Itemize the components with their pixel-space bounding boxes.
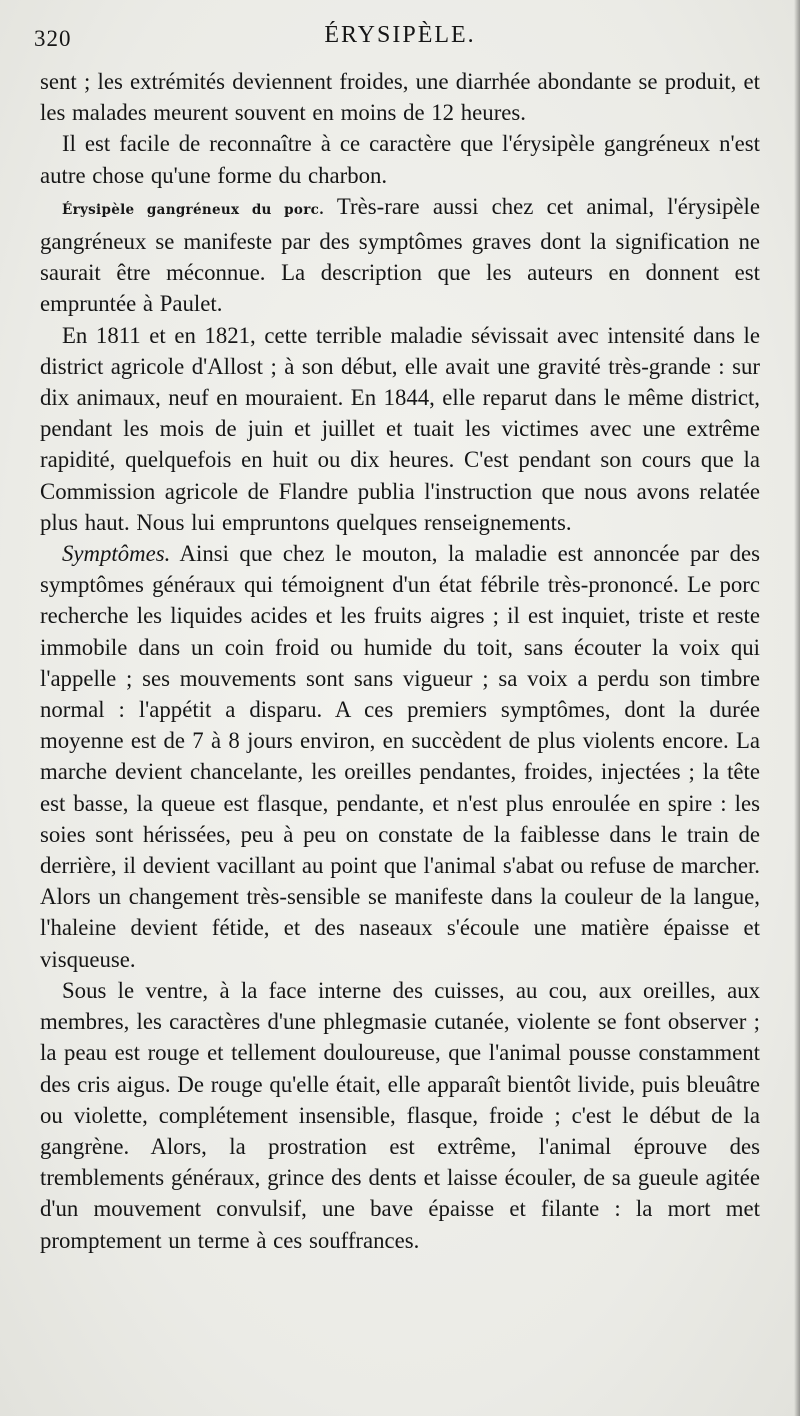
paragraph-continuation bbox=[40, 66, 760, 128]
running-head bbox=[34, 22, 760, 66]
paragraph-text: Il est facile de reconnaître à ce caractère que l'érysipèle gangréneux n'est autre chose qu'une forme du charbon. bbox=[40, 131, 760, 188]
paragraph bbox=[40, 320, 760, 538]
body-text bbox=[40, 66, 760, 1256]
page-edge-shadow bbox=[794, 0, 800, 1416]
paragraph-text: En 1811 et en 1821, cette terrible maladie sévissait avec intensité dans le district agricole d'Allost ; à son début, elle avait une gravité très-grande : sur dix animaux, neuf en mouraient. En 1844, elle reparut dans le même district, pendant les mois de juin et juillet et tuait les victimes avec une extrême rapidité, quelquefois en huit ou dix heures. C'est pendant son cours que la Commission agricole de Flandre publia l'instruction que nous avons relatée plus haut. Nous lui empruntons quelques renseignements. bbox=[40, 322, 760, 535]
paragraph bbox=[40, 128, 760, 190]
running-title: ÉRYSIPÈLE. bbox=[324, 22, 476, 48]
paragraph-text: Sous le ventre, à la face interne des cuisses, au cou, aux oreilles, aux membres, les caractères d'une phlegmasie cutanée, violente se font observer ; la peau est rouge et tellement douloureuse, que l'animal pousse constamment des cris aigus. De rouge qu'elle était, elle apparaît bientôt livide, puis bleuâtre ou violette, complétement insensible, flasque, froide ; c'est le début de la gangrène. Alors, la prostration est extrême, l'animal éprouve des tremblements généraux, grince des dents et laisse écouler, de sa gueule agitée d'un mouvement convulsif, une bave épaisse et filante : la mort met promptement un terme à ces souffrances. bbox=[40, 977, 760, 1253]
paragraph-porc bbox=[40, 191, 760, 320]
paragraph-text: Très-rare aussi chez cet animal, l'érysipèle gangréneux se manifeste par des symptômes graves dont la signification ne saurait être méconnue. La description que les auteurs en donnent est empruntée à Paulet. bbox=[40, 193, 760, 317]
run-in-heading: Érysipèle gangréneux du porc. bbox=[62, 201, 325, 218]
italic-lead: Symptômes. bbox=[62, 541, 171, 567]
page-number: 320 bbox=[34, 26, 72, 51]
paragraph-symptomes bbox=[40, 538, 760, 975]
paragraph bbox=[40, 975, 760, 1256]
paragraph-text: sent ; les extrémités deviennent froides, une diarrhée abondante se produit, et les malades meurent souvent en moins de 12 heures. bbox=[40, 69, 760, 126]
paragraph-text: Ainsi que chez le mouton, la maladie est annoncée par des symptômes généraux qui témoignent d'un état fébrile très-prononcé. Le porc recherche les liquides acides et les fruits aigres ; il est inquiet, triste et reste immobile dans un coin froid ou humide du toit, sans écouter la voix qui l'appelle ; ses mouvements sont sans vigueur ; sa voix a perdu son timbre normal : l'appétit a disparu. A ces premiers symptômes, dont la durée moyenne est de 7 à 8 jours environ, en succèdent de plus violents encore. La marche devient chancelante, les oreilles pendantes, froides, injectées ; la tête est basse, la queue est flasque, pendante, et n'est plus enroulée en spire : les soies sont hérissées, peu à peu on constate de la faiblesse dans le train de derrière, il devient vacillant au point que l'animal s'abat ou refuse de marcher. Alors un changement très-sensible se manifeste dans la couleur de la langue, l'haleine devient fétide, et des naseaux s'écoule une matière épaisse et visqueuse. bbox=[40, 541, 760, 972]
